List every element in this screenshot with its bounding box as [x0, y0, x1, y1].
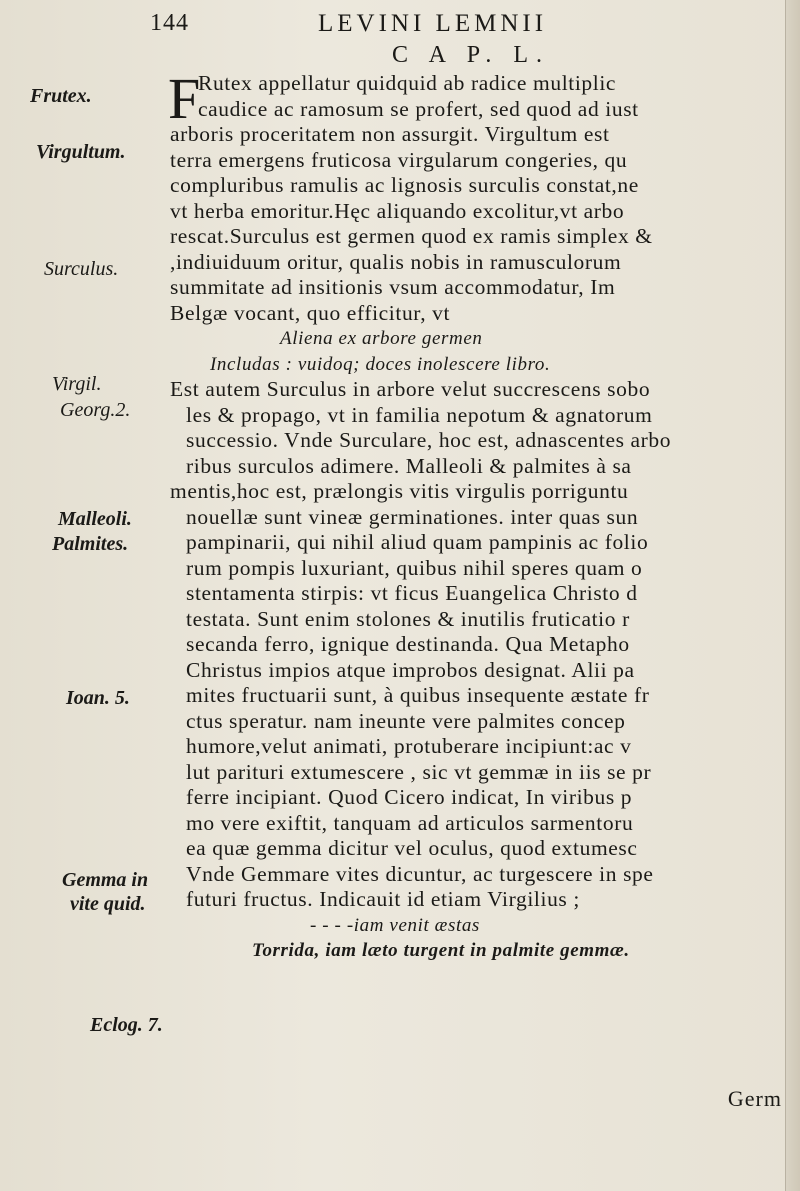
margin-note: Ioan. 5. — [66, 687, 130, 709]
margin-note: Georg.2. — [60, 399, 131, 421]
catchword: Germ — [727, 1086, 782, 1111]
text-line: - - - -iam venit æstas — [310, 914, 480, 936]
text-line: Rutex appellatur quidquid ab radice multiplic — [198, 71, 617, 95]
text-line: caudice ac ramosum se profert, sed quod ad iust — [198, 96, 639, 121]
text-line: successio. Vnde Surculare, hoc est, adnascentes arbo — [186, 428, 672, 452]
text-line: compluribus ramulis ac lignosis surculis constat,ne — [170, 173, 639, 197]
text-line: testata. Sunt enim stolones & inutilis fruticatio r — [186, 606, 630, 631]
text-line: nouellæ sunt vineæ germinationes. inter quas sun — [186, 504, 639, 529]
margin-note: Palmites. — [52, 533, 129, 555]
text-line: lut parituri extumescere , sic vt gemmæ in iis se pr — [186, 759, 652, 784]
text-line: Includas : vuidoq; doces inolescere libro. — [210, 353, 551, 375]
text-line: rum pompis luxuriant, quibus nihil speres quam o — [186, 555, 643, 580]
body-text — [168, 66, 790, 964]
text-line: futuri fructus. Indicauit id etiam Virgilius ; — [186, 887, 580, 911]
page-number: 144 — [150, 10, 189, 36]
text-line: ferre incipiant. Quod Cicero indicat, In viribus p — [186, 785, 633, 809]
text-line: mites fructuarii sunt, à quibus insequente æstate fr — [186, 683, 650, 707]
text-line: secanda ferro, ignique destinanda. Qua Metapho — [186, 632, 630, 656]
text-line: Christus impios atque improbos designat. Alii pa — [186, 657, 635, 682]
text-line: humore,velut animati, protuberare incipiunt:ac v — [186, 734, 632, 758]
margin-note: Gemma in — [62, 869, 149, 891]
text-line: vt herba emoritur.Hęc aliquando excolitur,vt arbo — [170, 198, 625, 223]
text-line: Est autem Surculus in arbore velut succrescens sobo — [170, 377, 651, 401]
text-line: mo vere exiftit, tanquam ad articulos sarmentoru — [186, 810, 634, 835]
text-line: Belgæ vocant, quo efficitur, vt — [170, 300, 451, 325]
text-line: ribus surculos adimere. Malleoli & palmites à sa — [186, 453, 632, 478]
page-header — [0, 10, 800, 40]
running-head: LEVINI LEMNII — [318, 10, 548, 37]
text-line: pampinarii, qui nihil aliud quam pampinis ac folio — [186, 530, 649, 554]
chapter-heading: C A P. L. — [392, 42, 551, 68]
text-line: summitate ad insitionis vsum accommodatur, Im — [170, 275, 616, 299]
text-line: mentis,hoc est, prælongis vitis virgulis porriguntu — [170, 479, 629, 503]
margin-note: vite quid. — [70, 893, 146, 915]
text-line: stentamenta stirpis: vt ficus Euangelica Christo d — [186, 581, 638, 605]
margin-note: Frutex. — [30, 85, 92, 107]
text-line: les & propago, vt in familia nepotum & agnatorum — [186, 402, 653, 427]
text-line: ctus speratur. nam ineunte vere palmites concep — [186, 708, 626, 733]
margin-note: Virgil. — [52, 373, 102, 395]
text-line: terra emergens fruticosa virgularum congeries, qu — [170, 147, 628, 172]
text-line: Aliena ex arbore germen — [280, 328, 483, 349]
text-line: ea quæ gemma dicitur vel oculus, quod extumesc — [186, 836, 638, 860]
margin-note: Virgultum. — [36, 141, 126, 163]
text-line: Vnde Gemmare vites dicuntur, ac turgescere in spe — [186, 861, 654, 886]
drop-cap: F — [168, 66, 201, 131]
text-line: arboris proceritatem non assurgit. Virgultum est — [170, 122, 610, 146]
text-line: rescat.Surculus est germen quod ex ramis simplex & — [170, 224, 653, 248]
margin-note: Surculus. — [44, 258, 119, 280]
text-line: ,indiuiduum oritur, qualis nobis in ramusculorum — [170, 249, 622, 274]
margin-note: Malleoli. — [58, 508, 132, 530]
margin-note: Eclog. 7. — [90, 1014, 163, 1036]
text-line: Torrida, iam læto turgent in palmite gemmæ. — [252, 940, 630, 961]
